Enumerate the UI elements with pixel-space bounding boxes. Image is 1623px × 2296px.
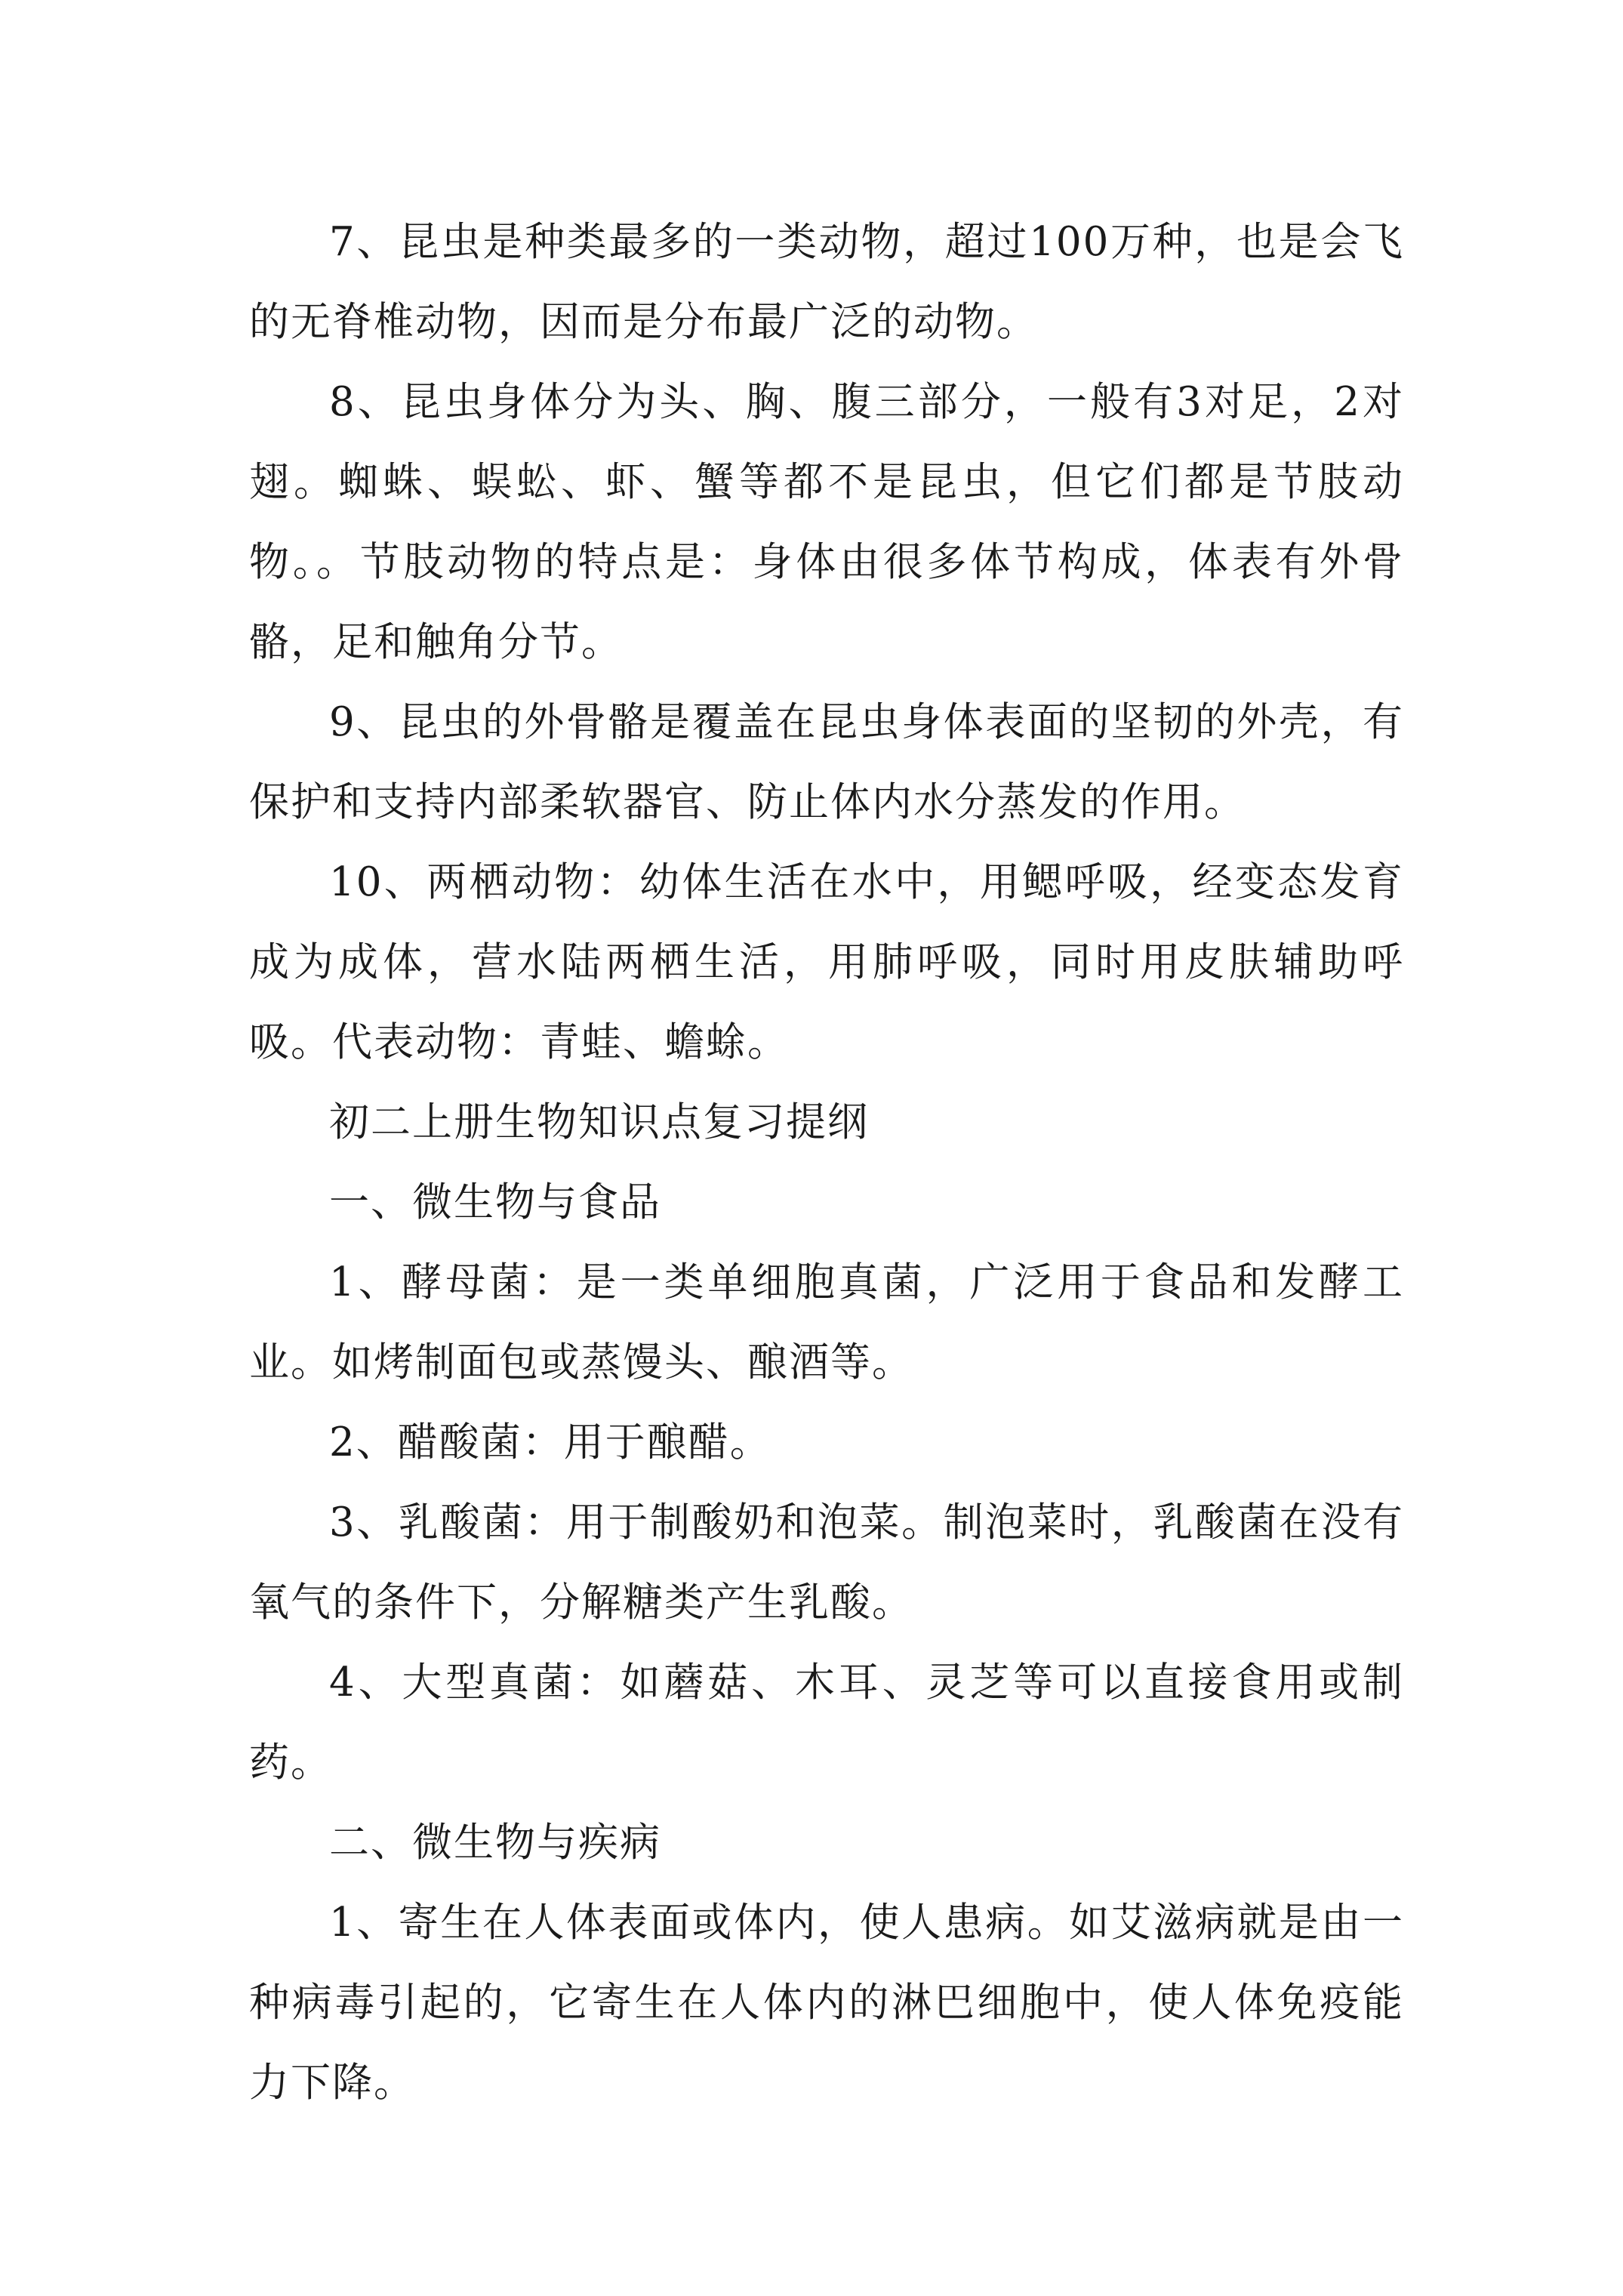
paragraph-large-fungi: 4、大型真菌：如蘑菇、木耳、灵芝等可以直接食用或制药。	[249, 1660, 1404, 1786]
paragraph-amphibians: 10、两栖动物：幼体生活在水中，用鳃呼吸，经变态发育成为成体，营水陆两栖生活，用肺呼吸，同时用皮肤辅助呼吸。代表动物：青蛙、蟾蜍。	[249, 859, 1404, 1065]
document-body	[249, 202, 1404, 2123]
paragraph-parasitic: 1、寄生在人体表面或体内，使人患病。如艾滋病就是由一种病毒引起的，它寄生在人体内的淋巴细胞中，使人体免疫能力下降。	[249, 1900, 1404, 2106]
section-title: 初二上册生物知识点复习提纲	[329, 1099, 869, 1145]
paragraph-exoskeleton: 9、昆虫的外骨骼是覆盖在昆虫身体表面的坚韧的外壳，有保护和支持内部柔软器官、防止体内水分蒸发的作用。	[249, 699, 1404, 825]
heading-microbes-disease: 二、微生物与疾病	[329, 1820, 661, 1866]
paragraph-lactic-bacteria: 3、乳酸菌：用于制酸奶和泡菜。制泡菜时，乳酸菌在没有氧气的条件下，分解糖类产生乳酸。	[249, 1499, 1404, 1626]
paragraph-yeast: 1、酵母菌：是一类单细胞真菌，广泛用于食品和发酵工业。如烤制面包或蒸馒头、酿酒等。	[249, 1259, 1404, 1385]
paragraph-acetic-bacteria: 2、醋酸菌：用于酿醋。	[329, 1419, 771, 1465]
paragraph-insects-body: 8、昆虫身体分为头、胸、腹三部分，一般有3对足，2对翅。蜘蛛、蜈蚣、虾、蟹等都不是昆虫，但它们都是节肢动物。。节肢动物的特点是：身体由很多体节构成，体表有外骨骼，足和触角分节。	[249, 379, 1404, 665]
heading-microbes-food: 一、微生物与食品	[329, 1179, 661, 1225]
paragraph-insects-species: 7、昆虫是种类最多的一类动物，超过100万种，也是会飞的无脊椎动物，因而是分布最广泛的动物。	[249, 219, 1404, 345]
